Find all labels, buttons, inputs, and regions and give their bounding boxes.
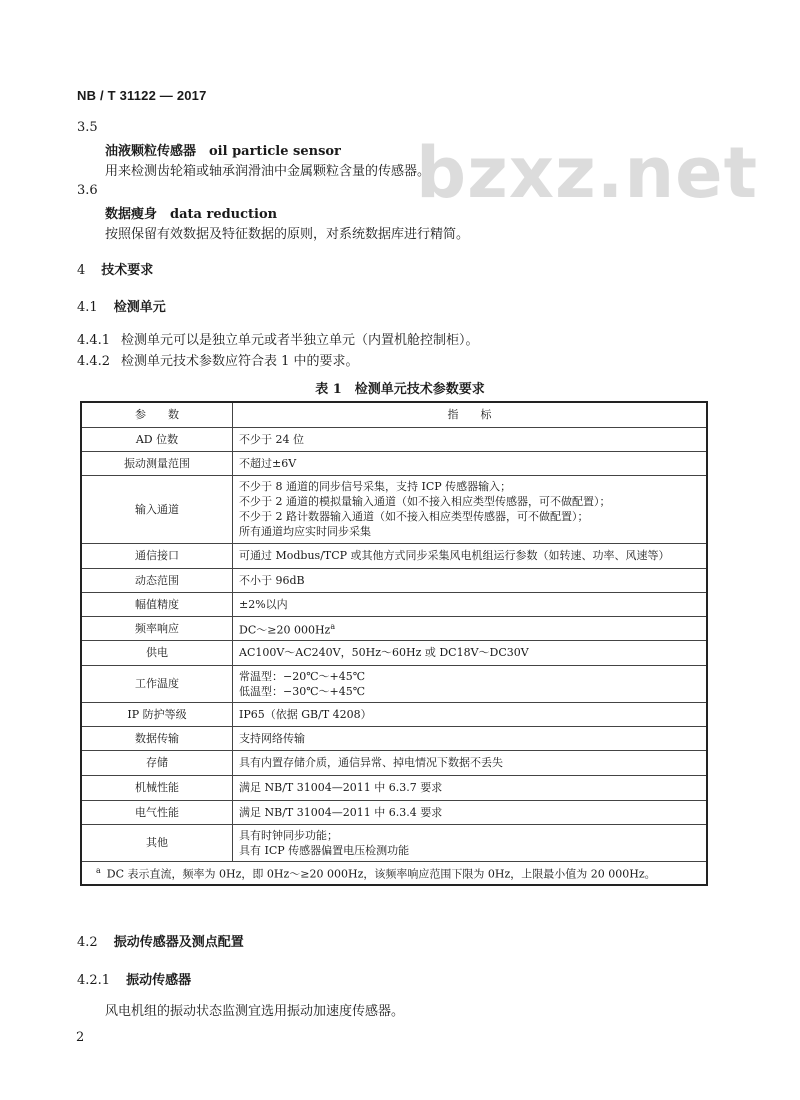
footnote-ref: a (330, 621, 336, 631)
table-row (81, 726, 707, 750)
table-footnote (81, 861, 707, 885)
value-line: 具有时钟同步功能； (239, 828, 338, 842)
param-cell: 振动测量范围 (81, 451, 233, 475)
section-4-1-number: 4.1 (77, 300, 98, 315)
value-line: 不超过±6V (239, 456, 297, 470)
spec-table (80, 401, 708, 886)
footnote-text: DC 表示直流，频率为 0Hz，即 0Hz～≥20 000Hz，该频率响应范围下限为 0Hz，上限最小值为 20 000Hz。 (106, 868, 656, 882)
table-row (81, 824, 707, 861)
value-line: 支持网络传输 (239, 731, 305, 745)
clause-4-4-1 (77, 329, 479, 348)
clause-3-6-term: 数据瘦身 data reduction (105, 207, 278, 222)
value-line: 不少于 24 位 (239, 432, 304, 446)
param-cell: 数据传输 (81, 726, 233, 750)
value-line: 可通过 Modbus/TCP 或其他方式同步采集风电机组运行参数（如转速、功率、风速等） (239, 549, 670, 562)
param-cell: 频率响应 (81, 616, 233, 640)
table-row (81, 475, 707, 543)
section-4-1-title: 检测单元 (113, 300, 166, 315)
value-line: 不少于 8 通道的同步信号采集，支持 ICP 传感器输入； (239, 480, 512, 493)
table-row (81, 665, 707, 702)
table-row (81, 543, 707, 568)
table-footnote-row (81, 861, 707, 885)
value-line: AC100V～AC240V，50Hz～60Hz 或 DC18V～DC30V (239, 646, 529, 659)
watermark: bzxz.net (416, 132, 759, 214)
value-line: 具有 ICP 传感器偏置电压检测功能 (239, 843, 410, 857)
section-4-2-title: 振动传感器及测点配置 (113, 935, 244, 950)
table-row (81, 451, 707, 475)
value-cell (233, 702, 708, 726)
section-4-1-heading (77, 296, 166, 315)
footnote-mark: a (96, 866, 101, 876)
section-4-number: 4 (77, 263, 86, 278)
clause-3-6-definition: 按照保留有效数据及特征数据的原则，对系统数据库进行精简。 (105, 227, 470, 242)
param-cell: 供电 (81, 640, 233, 665)
value-line: 低温型：−30℃～+45℃ (239, 684, 366, 698)
param-cell: 工作温度 (81, 665, 233, 702)
value-cell (233, 800, 708, 824)
param-cell: 幅值精度 (81, 592, 233, 616)
param-cell: 动态范围 (81, 568, 233, 592)
value-line: DC～≥20 000Hz (239, 623, 331, 637)
clause-3-5-number: 3.5 (77, 120, 98, 135)
clause-4-4-2 (77, 350, 359, 369)
section-4-2-number: 4.2 (77, 935, 98, 950)
section-4-2-1-number: 4.2.1 (77, 973, 111, 988)
param-cell: IP 防护等级 (81, 702, 233, 726)
value-line: 不小于 96dB (239, 573, 305, 587)
table-row (81, 427, 707, 451)
section-4-title: 技术要求 (101, 263, 154, 278)
clause-3-5-term: 油液颗粒传感器 oil particle sensor (105, 144, 341, 159)
value-cell (233, 543, 708, 568)
table-row (81, 568, 707, 592)
param-cell: 电气性能 (81, 800, 233, 824)
value-cell (233, 824, 708, 861)
value-cell (233, 451, 708, 475)
clause-4-4-2-number: 4.4.2 (77, 354, 111, 369)
param-cell: AD 位数 (81, 427, 233, 451)
clause-4-2-1-text: 风电机组的振动状态监测宜选用振动加速度传感器。 (105, 1004, 405, 1019)
value-line: 满足 NB/T 31004—2011 中 6.3.7 要求 (239, 781, 443, 794)
header-param: 参 数 (81, 402, 233, 427)
value-cell (233, 775, 708, 800)
value-cell (233, 726, 708, 750)
param-cell: 存储 (81, 750, 233, 775)
value-cell (233, 640, 708, 665)
table-row (81, 750, 707, 775)
clause-4-4-1-text: 检测单元可以是独立单元或者半独立单元（内置机舱控制柜）。 (121, 333, 479, 348)
value-cell (233, 427, 708, 451)
value-line: 具有内置存储介质，通信异常、掉电情况下数据不丢失 (239, 756, 503, 769)
value-line: 所有通道均应实时同步采集 (239, 525, 371, 538)
value-line: 不少于 2 通道的模拟量输入通道（如不接入相应类型传感器，可不做配置）； (239, 495, 611, 508)
standard-header: NB / T 31122 — 2017 (77, 88, 207, 103)
table-row (81, 592, 707, 616)
value-line: IP65（依据 GB/T 4208） (239, 707, 372, 721)
value-cell (233, 665, 708, 702)
table-1-title: 表 1 检测单元技术参数要求 (315, 382, 485, 397)
value-cell (233, 592, 708, 616)
clause-3-5-definition: 用来检测齿轮箱或轴承润滑油中金属颗粒含量的传感器。 (105, 164, 431, 179)
param-cell: 机械性能 (81, 775, 233, 800)
section-4-2-1-heading (77, 969, 191, 988)
value-cell (233, 475, 708, 543)
header-value: 指 标 (233, 402, 708, 427)
param-cell: 通信接口 (81, 543, 233, 568)
value-cell (233, 616, 708, 640)
value-line: 常温型：−20℃～+45℃ (239, 669, 366, 683)
value-line: ±2%以内 (239, 597, 288, 611)
table-row (81, 775, 707, 800)
clause-4-4-2-text: 检测单元技术参数应符合表 1 中的要求。 (121, 354, 359, 369)
section-4-2-heading (77, 931, 244, 950)
table-row (81, 640, 707, 665)
clause-4-4-1-number: 4.4.1 (77, 333, 111, 348)
value-cell (233, 568, 708, 592)
section-4-2-1-title: 振动传感器 (126, 973, 192, 988)
table-row (81, 702, 707, 726)
param-cell: 其他 (81, 824, 233, 861)
table-row (81, 800, 707, 824)
clause-3-6-number: 3.6 (77, 183, 98, 198)
table-row (81, 616, 707, 640)
table-header-row (81, 402, 707, 427)
value-line: 不少于 2 路计数器输入通道（如不接入相应类型传感器，可不做配置）； (239, 510, 589, 523)
value-line: 满足 NB/T 31004—2011 中 6.3.4 要求 (239, 805, 443, 819)
page-number: 2 (76, 1030, 85, 1045)
param-cell: 输入通道 (81, 475, 233, 543)
value-cell (233, 750, 708, 775)
section-4-heading (77, 259, 153, 278)
